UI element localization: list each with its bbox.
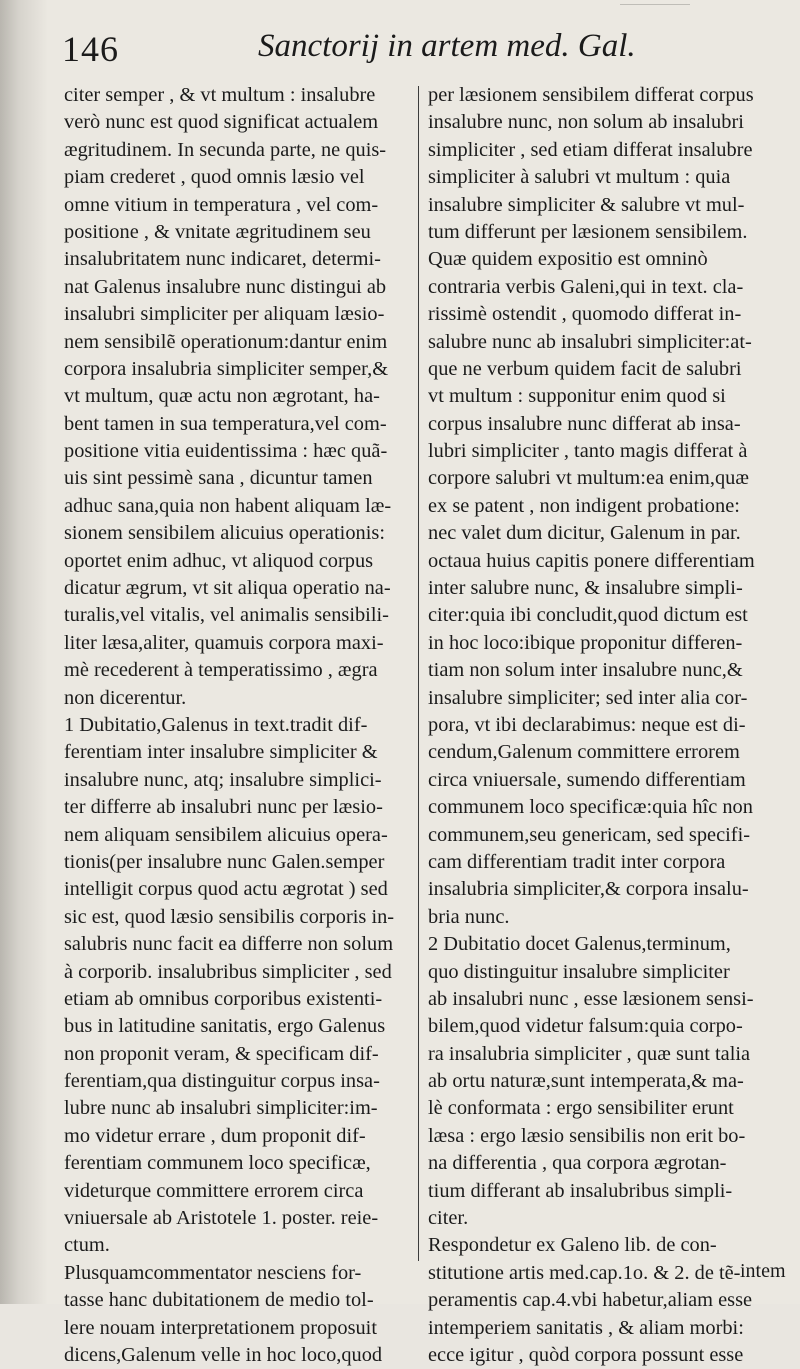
left-column bbox=[64, 82, 414, 1369]
page-header bbox=[0, 0, 800, 92]
text-line: nec valet dum dicitur, Galenum in par. bbox=[428, 522, 741, 545]
text-line: per læsionem sensibilem differat corpus bbox=[428, 84, 754, 106]
text-line: vt multum, quæ actu non ægrotant, ha- bbox=[64, 385, 380, 408]
text-line: læsa : ergo læsio sensibilis non erit bo- bbox=[428, 1124, 746, 1147]
text-line: citer. bbox=[428, 1207, 469, 1230]
page-gutter-shadow bbox=[0, 0, 48, 1304]
running-head: Sanctorij in artem med. Gal. bbox=[258, 28, 636, 64]
text-line: bus in latitudine sanitatis, ergo Galenus bbox=[64, 1015, 386, 1038]
text-line: pora, vt ibi declarabimus: neque est di- bbox=[428, 713, 746, 736]
text-line: bilem,quod videtur falsum:quia corpo- bbox=[428, 1015, 743, 1038]
text-line: uis sint pessimè sana , dicuntur tamen bbox=[64, 467, 373, 490]
text-line: nem sensibilẽ operationum:dantur enim bbox=[64, 330, 388, 353]
text-line: inter salubre nunc, & insalubre simpli- bbox=[428, 577, 743, 600]
text-line: oportet enim adhuc, vt aliquod corpus bbox=[64, 549, 374, 572]
text-line: lubre nunc ab insalubri simpliciter:im- bbox=[64, 1097, 378, 1120]
text-line: piam crederet , quod omnis læsio vel bbox=[64, 166, 365, 189]
text-line: simpliciter , sed etiam differat insalubre bbox=[428, 138, 753, 161]
text-line: intelligit corpus quod actu ægrotat ) sed bbox=[64, 878, 388, 901]
text-line: insalubritatem nunc indicaret, determi- bbox=[64, 248, 381, 271]
text-line: à corporib. insalubribus simpliciter , sed bbox=[64, 960, 392, 983]
text-line: tum differunt per læsionem sensibilem. bbox=[428, 220, 748, 243]
text-line: Plusquamcommentator nesciens for- bbox=[64, 1261, 362, 1284]
text-line: bria nunc. bbox=[428, 905, 510, 928]
text-line: non dicerentur. bbox=[64, 686, 187, 709]
text-line: rissimè ostendit , quomodo differat in- bbox=[428, 303, 742, 326]
text-line: citer:quia ibi concludit,quod dictum est bbox=[428, 604, 748, 627]
text-line: sic est, quod læsio sensibilis corporis in- bbox=[64, 905, 395, 928]
text-line: ex se patent , non indigent probatione: bbox=[428, 494, 740, 517]
text-line: in hoc loco:ibique proponitur differen- bbox=[428, 631, 743, 654]
text-line: ferentiam,qua distinguitur corpus insa- bbox=[64, 1070, 380, 1093]
text-line: vt multum : supponitur enim quod si bbox=[428, 385, 726, 408]
text-line: insalubre nunc, atq; insalubre simplici- bbox=[64, 768, 382, 791]
column-divider bbox=[418, 86, 419, 1261]
text-line: tiam non solum inter insalubre nunc,& bbox=[428, 659, 743, 682]
text-line: octaua huius capitis ponere differentiam bbox=[428, 549, 755, 572]
text-line: corpus insalubre nunc differat ab insa- bbox=[428, 412, 741, 435]
text-line: cendum,Galenum committere errorem bbox=[428, 741, 740, 764]
text-line: ra insalubria simpliciter , quæ sunt talia bbox=[428, 1042, 751, 1065]
text-line: circa vniuersale, sumendo differentiam bbox=[428, 768, 746, 791]
catchword: intem bbox=[740, 1260, 786, 1282]
text-line: lubri simpliciter , tanto magis differat à bbox=[428, 440, 748, 463]
text-line: Quæ quidem expositio est omninò bbox=[428, 248, 708, 271]
text-line: adhuc sana,quia non habent aliquam læ- bbox=[64, 494, 392, 517]
text-line: ctum. bbox=[64, 1234, 110, 1257]
text-line: communem,seu genericam, sed specifi- bbox=[428, 823, 751, 846]
text-line: positione , & vnitate ægritudinem seu bbox=[64, 220, 371, 243]
text-line: ferentiam communem loco specificæ, bbox=[64, 1152, 371, 1175]
text-line: simpliciter à salubri vt multum : quia bbox=[428, 166, 731, 189]
text-line: na differentia , qua corpora ægrotan- bbox=[428, 1152, 727, 1175]
text-line: nem aliquam sensibilem alicuius opera- bbox=[64, 823, 388, 846]
text-line: tium differant ab insalubribus simpli- bbox=[428, 1179, 733, 1202]
text-line: ægritudinem. In secunda parte, ne quis- bbox=[64, 138, 387, 161]
text-line: dicatur ægrum, vt sit aliqua operatio na- bbox=[64, 577, 391, 600]
text-line: 2 Dubitatio docet Galenus,terminum, bbox=[428, 933, 731, 956]
text-line: 1 Dubitatio,Galenus in text.tradit dif- bbox=[64, 713, 368, 736]
text-line: etiam ab omnibus corporibus existenti- bbox=[64, 987, 383, 1010]
text-line: mè recederent à temperatissimo , ægra bbox=[64, 659, 378, 682]
text-line: bent tamen in sua temperatura,vel com- bbox=[64, 412, 387, 435]
text-line: que ne verbum quidem facit de salubri bbox=[428, 357, 742, 380]
text-line: quo distinguitur insalubre simpliciter bbox=[428, 960, 730, 983]
text-line: cam differentiam tradit inter corpora bbox=[428, 850, 726, 873]
text-line: insalubre simpliciter; sed inter alia cor- bbox=[428, 686, 748, 709]
text-line: corpora insalubria simpliciter semper,& bbox=[64, 357, 389, 380]
right-column bbox=[428, 82, 778, 1369]
text-line: insalubre nunc, non solum ab insalubri bbox=[428, 111, 744, 134]
text-line: insalubri simpliciter per aliquam læsio- bbox=[64, 303, 385, 326]
text-line: stitutione artis med.cap.1o. & 2. de tẽ- bbox=[428, 1261, 741, 1284]
text-line: peramentis cap.4.vbi habetur,aliam esse bbox=[428, 1289, 753, 1312]
text-line: insalubre simpliciter & salubre vt mul- bbox=[428, 193, 745, 216]
text-line: lere nouam interpretationem proposuit bbox=[64, 1316, 378, 1339]
text-line: sionem sensibilem alicuius operationis: bbox=[64, 522, 385, 545]
text-line: tasse hanc dubitationem de medio tol- bbox=[64, 1289, 374, 1312]
text-line: nat Galenus insalubre nunc distingui ab bbox=[64, 275, 387, 298]
text-line: ecce igitur , quòd corpora possunt esse bbox=[428, 1343, 744, 1366]
page-number: 146 bbox=[62, 29, 119, 69]
text-line: ab ortu naturæ,sunt intemperata,& ma- bbox=[428, 1070, 744, 1093]
text-line: ferentiam inter insalubre simpliciter & bbox=[64, 741, 378, 764]
text-line: turalis,vel vitalis, vel animalis sensibili- bbox=[64, 604, 389, 627]
text-line: citer semper , & vt multum : insalubre bbox=[64, 84, 376, 106]
text-line: liter læsa,aliter, quamuis corpora maxi- bbox=[64, 631, 384, 654]
text-line: vniuersale ab Aristotele 1. poster. reie- bbox=[64, 1207, 379, 1230]
text-line: ab insalubri nunc , esse læsionem sensi- bbox=[428, 987, 754, 1010]
text-line: corpore salubri vt multum:ea enim,quæ bbox=[428, 467, 749, 490]
text-line: contraria verbis Galeni,qui in text. cla- bbox=[428, 275, 744, 298]
text-line: videturque committere errorem circa bbox=[64, 1179, 364, 1202]
text-line: ter differre ab insalubri nunc per læsio- bbox=[64, 796, 383, 819]
text-line: salubre nunc ab insalubri simpliciter:at- bbox=[428, 330, 752, 353]
text-line: non proponit veram, & specificam dif- bbox=[64, 1042, 379, 1065]
text-line: verò nunc est quod significat actualem bbox=[64, 111, 379, 134]
text-line: Respondetur ex Galeno lib. de con- bbox=[428, 1234, 717, 1257]
text-line: omne vitium in temperatura , vel com- bbox=[64, 193, 379, 216]
text-line: mo videtur errare , dum proponit dif- bbox=[64, 1124, 366, 1147]
text-line: communem loco specificæ:quia hîc non bbox=[428, 796, 753, 819]
text-line: intemperiem sanitatis , & aliam morbi: bbox=[428, 1316, 744, 1339]
text-line: tionis(per insalubre nunc Galen.semper bbox=[64, 850, 385, 873]
text-line: insalubria simpliciter,& corpora insalu- bbox=[428, 878, 749, 901]
text-line: salubris nunc facit ea differre non solum bbox=[64, 933, 394, 956]
text-line: dicens,Galenum velle in hoc loco,quod bbox=[64, 1343, 383, 1366]
text-line: positione vitia euidentissima : hæc quã- bbox=[64, 440, 388, 463]
text-line: lè conformata : ergo sensibiliter erunt bbox=[428, 1097, 734, 1120]
